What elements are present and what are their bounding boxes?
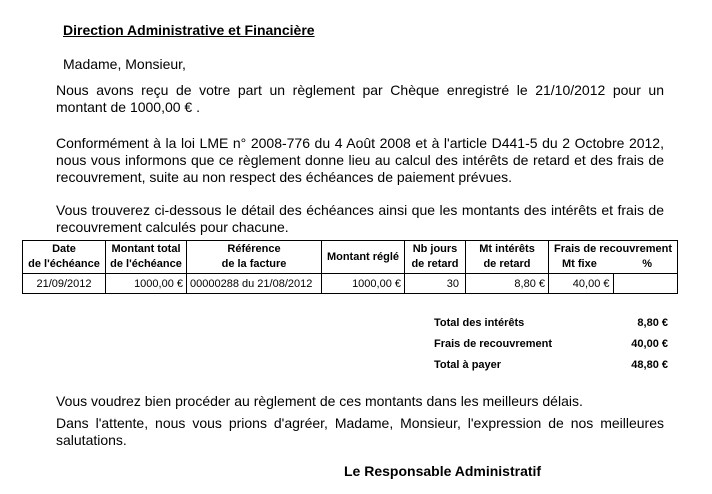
recovery-fees-label: Frais de recouvrement xyxy=(434,337,552,350)
cell-fixed-fee: 40,00 € xyxy=(549,274,614,294)
header-amount-paid: Montant réglé xyxy=(322,241,405,274)
cell-days-late: 30 xyxy=(405,274,466,294)
header-due-date: Date de l'échéance xyxy=(23,241,106,274)
cell-due-date: 21/09/2012 xyxy=(23,274,106,294)
greeting: Madame, Monsieur, xyxy=(63,56,186,72)
total-interest-value: 8,80 € xyxy=(637,316,668,329)
total-to-pay-value: 48,80 € xyxy=(631,358,668,371)
header-recovery-fixed: Mt fixe xyxy=(562,258,597,270)
total-to-pay-row xyxy=(434,354,668,375)
cell-invoice-reference: 00000288 du 21/08/2012 xyxy=(187,274,322,294)
detail-intro-paragraph: Vous trouverez ci-dessous le détail des échéances ainsi que les montants des intérêts et frais de recouvrement calculés pour chacune. xyxy=(56,202,664,235)
table-header-row xyxy=(23,241,678,274)
header-days-late: Nb jours de retard xyxy=(405,241,466,274)
law-paragraph: Conformément à la loi LME n° 2008-776 du 4 Août 2008 et à l'article D441-5 du 2 Octobre 2012, nous vous informons que ce règlement donne lieu au calcul des intérêts de retard et des frais de recouvrement, suite au non respect des échéances de paiement prévues. xyxy=(56,135,664,185)
cell-percent-fee xyxy=(613,274,678,294)
department-title: Direction Administrative et Financière xyxy=(63,22,315,38)
closing-salutation: Dans l'attente, nous vous prions d'agréer, Madame, Monsieur, l'expression de nos meilleures salutations. xyxy=(56,415,664,448)
installments-table xyxy=(22,240,678,294)
header-recovery-percent: % xyxy=(642,258,652,270)
table-row xyxy=(23,274,678,294)
recovery-fees-value: 40,00 € xyxy=(631,337,668,350)
total-interest-row xyxy=(434,312,668,333)
recovery-fees-row xyxy=(434,333,668,354)
header-recovery-fees: Frais de recouvrement Mt fixe % xyxy=(549,241,678,274)
totals-summary xyxy=(434,312,668,375)
header-total-amount: Montant total de l'échéance xyxy=(106,241,187,274)
signature: Le Responsable Administratif xyxy=(344,463,542,479)
total-to-pay-label: Total à payer xyxy=(434,358,502,371)
total-interest-label: Total des intérêts xyxy=(434,316,525,329)
payment-paragraph: Nous avons reçu de votre part un règlement par Chèque enregistré le 21/10/2012 pour un montant de 1000,00 € . xyxy=(56,82,664,115)
header-late-interest: Mt intérêts de retard xyxy=(466,241,549,274)
cell-amount-paid: 1000,00 € xyxy=(322,274,405,294)
cell-late-interest: 8,80 € xyxy=(466,274,549,294)
closing-request: Vous voudrez bien procéder au règlement de ces montants dans les meilleurs délais. xyxy=(56,393,583,409)
header-invoice-reference: Référence de la facture xyxy=(187,241,322,274)
cell-total-amount: 1000,00 € xyxy=(106,274,187,294)
